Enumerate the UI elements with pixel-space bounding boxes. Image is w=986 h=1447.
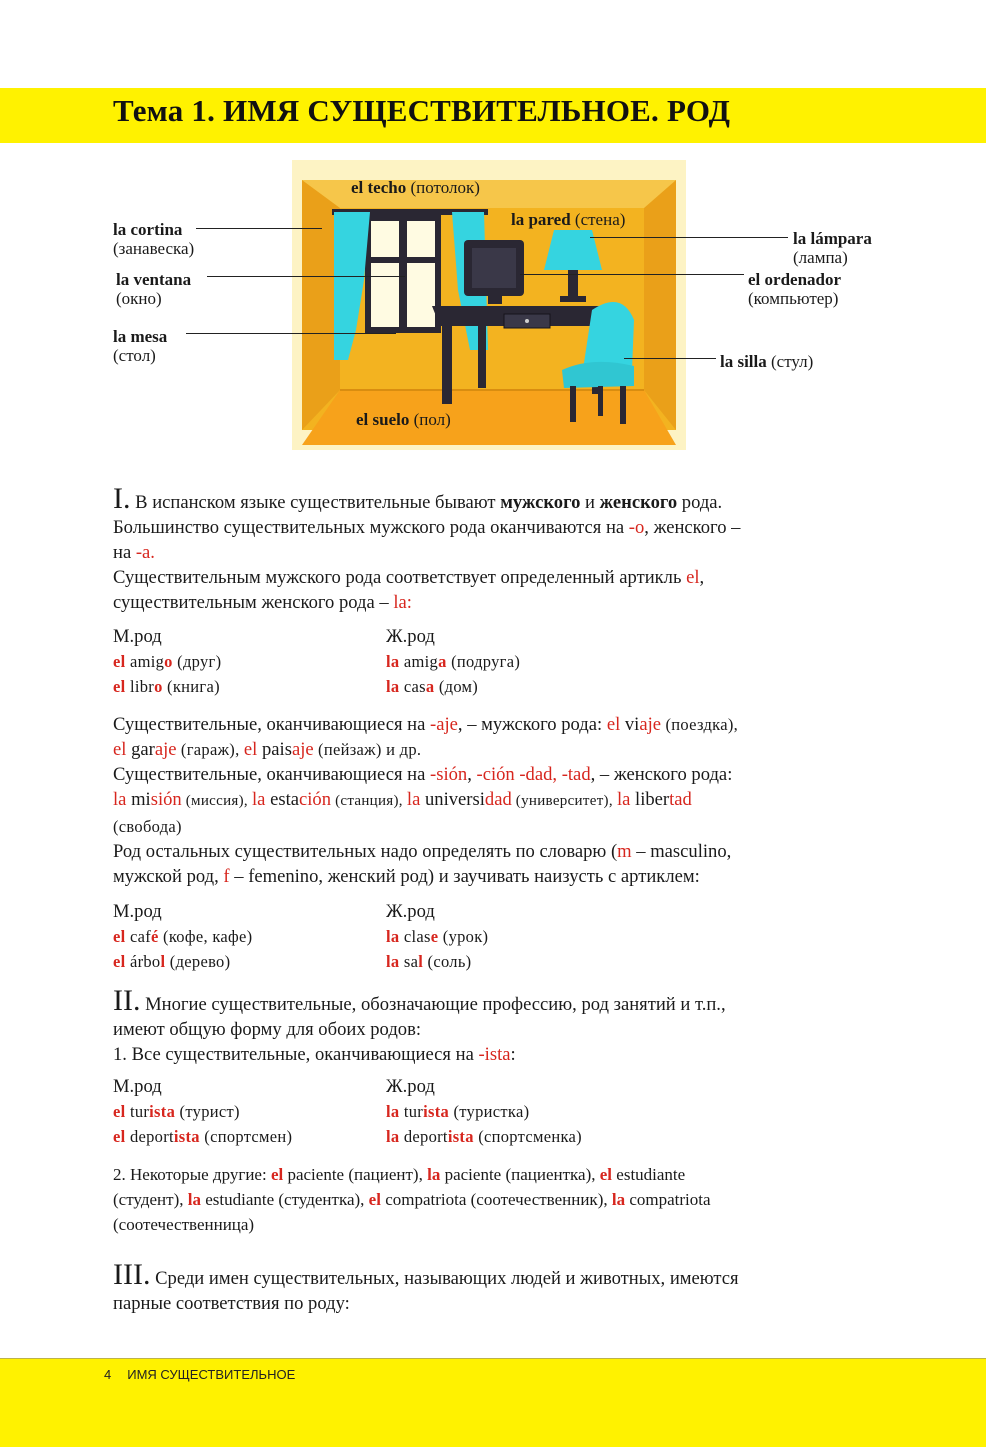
leader-line	[520, 274, 744, 275]
label-lampara: la lámpara (лампа)	[793, 229, 872, 267]
footer	[104, 1367, 311, 1382]
label-silla: la silla (стул)	[720, 352, 814, 371]
footer-divider	[0, 1358, 986, 1359]
section-2-intro: II. Многие существительные, обозначающие профессию, род занятий и т.п., имеют общую форму для обоих родов: 1. Все существительные, оканчивающиеся на -ista:	[113, 984, 726, 1065]
section-2-others: 2. Некоторые другие: el paciente (пациент), la paciente (пациентка), el estudiante (студент), la estudiante (студентка), el compatriota (соотечественник), la compatriota (соотечественница)	[113, 1165, 711, 1234]
leader-line	[624, 358, 716, 359]
page-number: 4	[104, 1367, 112, 1382]
label-mesa: la mesa (стол)	[113, 327, 168, 365]
table-row: el árbol (дерево) la sal (соль)	[113, 952, 472, 971]
table-row: el amigo (друг) la amiga (подруга)	[113, 652, 521, 671]
label-ordenador: el ordenador (компьютер)	[748, 270, 842, 308]
label-pared: la pared (стена)	[511, 210, 626, 229]
section-1-rules: Существительные, оканчивающиеся на -aje, – мужского рода: el viaje (поездка), el garaje (гараж), el paisaje (пейзаж) и др. Существительные, оканчивающиеся на -sión, -ción -dad, -tad, – женского рода: la misión (миссия), la estación (станция), la universidad (университет), la libertad (свобода) Род остальных существительных надо определять по словарю (m – masculino, мужской род, f – femenino, женский род) и заучивать наизусть с артиклем:	[113, 714, 739, 887]
running-head: ИМЯ СУЩЕСТВИТЕЛЬНОЕ	[127, 1367, 296, 1382]
leader-line	[590, 237, 788, 238]
table-row: el libro (книга) la casa (дом)	[113, 677, 479, 696]
room-illustration	[292, 160, 686, 450]
section-3-intro: III. Среди имен существительных, называющих людей и животных, имеются парные соответствия по роду:	[113, 1258, 739, 1314]
label-ventana: la ventana (окно)	[116, 270, 192, 308]
section-1-intro: I. В испанском языке существительные бывают мужского и женского рода. Большинство существительных мужского рода оканчиваются на -о, женского – на -а. Существительным мужского рода соответствует определенный артикль el, существительным женского рода – la:	[113, 482, 741, 613]
table-row: el deportista (спортсмен) la deportista (спортсменка)	[113, 1127, 582, 1146]
gender-table-1: М.род Ж.род el amigo (друг) la amiga (подруга) el libro (книга) la casa (дом)	[113, 624, 221, 699]
leader-line	[186, 333, 396, 334]
label-cortina: la cortina (занавеска)	[113, 220, 195, 258]
gender-table-3: М.род Ж.род el turista (турист) la turista (туристка) el deportista (спортсмен) la deportista (спортсменка)	[113, 1074, 292, 1149]
leader-line	[207, 276, 405, 277]
leader-line	[196, 228, 322, 229]
label-techo: el techo (потолок)	[351, 178, 480, 197]
label-suelo: el suelo (пол)	[356, 410, 451, 429]
table-row: el café (кофе, кафе) la clase (урок)	[113, 927, 489, 946]
table-row: el turista (турист) la turista (туристка)	[113, 1102, 530, 1121]
page-title: Тема 1. ИМЯ СУЩЕСТВИТЕЛЬНОЕ. РОД	[113, 93, 731, 128]
gender-table-2: М.род Ж.род el café (кофе, кафе) la clase (урок) el árbol (дерево) la sal (соль)	[113, 899, 252, 974]
